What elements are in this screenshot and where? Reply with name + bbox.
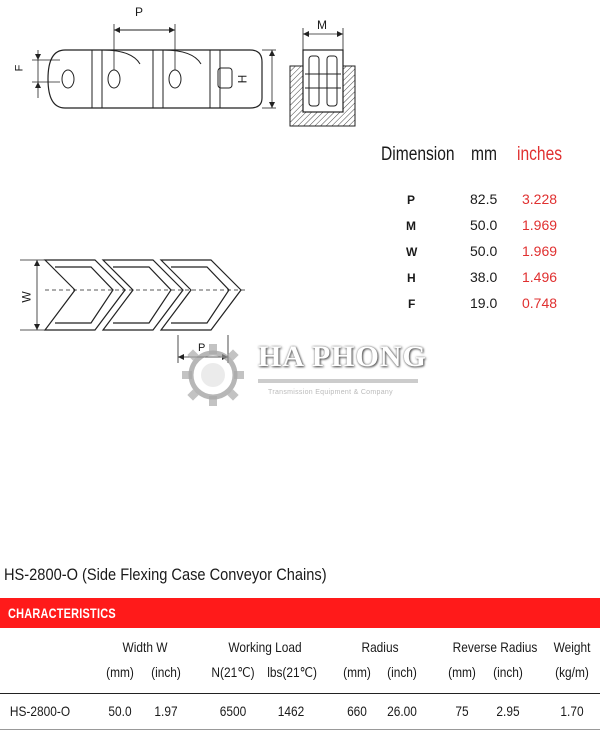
dim-mm-w: 50.0 [470, 243, 498, 259]
cell-radius-mm: 660 [347, 703, 367, 719]
th-weight: Weight [553, 639, 591, 655]
table-header-rule [0, 693, 600, 694]
dim-inch-m: 1.969 [522, 217, 558, 233]
label-p-top: P [135, 5, 144, 19]
unit-reverse-mm: (mm) [448, 664, 476, 680]
label-h: H [235, 74, 250, 84]
cell-width-inch: 1.97 [154, 703, 178, 719]
unit-radius-inch: (inch) [387, 664, 417, 680]
unit-load-lbs: lbs(21℃) [267, 664, 317, 680]
characteristics-bar [0, 598, 600, 628]
cell-width-mm: 50.0 [108, 703, 132, 719]
inches-header: inches [517, 144, 563, 165]
unit-width-mm: (mm) [106, 664, 134, 680]
mm-header: mm [471, 144, 497, 165]
cell-weight: 1.70 [560, 703, 584, 719]
dim-label-f: F [408, 297, 416, 311]
label-w: W [19, 291, 34, 303]
dim-label-w: W [406, 245, 418, 259]
watermark-tagline: Transmission Equipment & Company [268, 389, 393, 396]
unit-load-n: N(21℃) [211, 664, 255, 680]
unit-radius-mm: (mm) [343, 664, 371, 680]
gear-logo-icon [178, 340, 248, 410]
dim-inch-h: 1.496 [522, 269, 558, 285]
table-bottom-rule [0, 729, 600, 730]
th-reverse: Reverse Radius [452, 639, 538, 655]
cell-model: HS-2800-O [9, 703, 71, 719]
cell-reverse-inch: 2.95 [496, 703, 520, 719]
chain-side-view-drawing [10, 0, 280, 130]
dim-mm-p: 82.5 [470, 191, 498, 207]
label-m: M [317, 18, 327, 32]
unit-reverse-inch: (inch) [493, 664, 523, 680]
unit-weight: (kg/m) [555, 664, 589, 680]
dim-mm-f: 19.0 [470, 295, 498, 311]
th-radius: Radius [361, 639, 399, 655]
unit-width-inch: (inch) [151, 664, 181, 680]
dim-inch-w: 1.969 [522, 243, 558, 259]
th-load: Working Load [228, 639, 302, 655]
cell-reverse-mm: 75 [455, 703, 469, 719]
dimension-header: Dimension [381, 144, 455, 165]
dim-mm-m: 50.0 [470, 217, 498, 233]
cell-load-n: 6500 [219, 703, 247, 719]
characteristics-heading: CHARACTERISTICS [8, 605, 116, 621]
label-p-bottom: P [198, 342, 206, 354]
watermark-underline [258, 379, 418, 383]
dim-inch-f: 0.748 [522, 295, 558, 311]
label-f: F [13, 64, 26, 72]
product-title: HS-2800-O (Side Flexing Case Conveyor Chains) [4, 565, 327, 584]
th-width: Width W [122, 639, 168, 655]
dim-label-p: P [407, 193, 416, 207]
watermark-name: HA PHONG [258, 340, 427, 373]
dim-label-h: H [407, 271, 416, 285]
dim-inch-p: 3.228 [522, 191, 558, 207]
dim-label-m: M [406, 219, 416, 233]
cell-radius-inch: 26.00 [387, 703, 417, 719]
cell-load-lbs: 1462 [277, 703, 305, 719]
dim-mm-h: 38.0 [470, 269, 498, 285]
